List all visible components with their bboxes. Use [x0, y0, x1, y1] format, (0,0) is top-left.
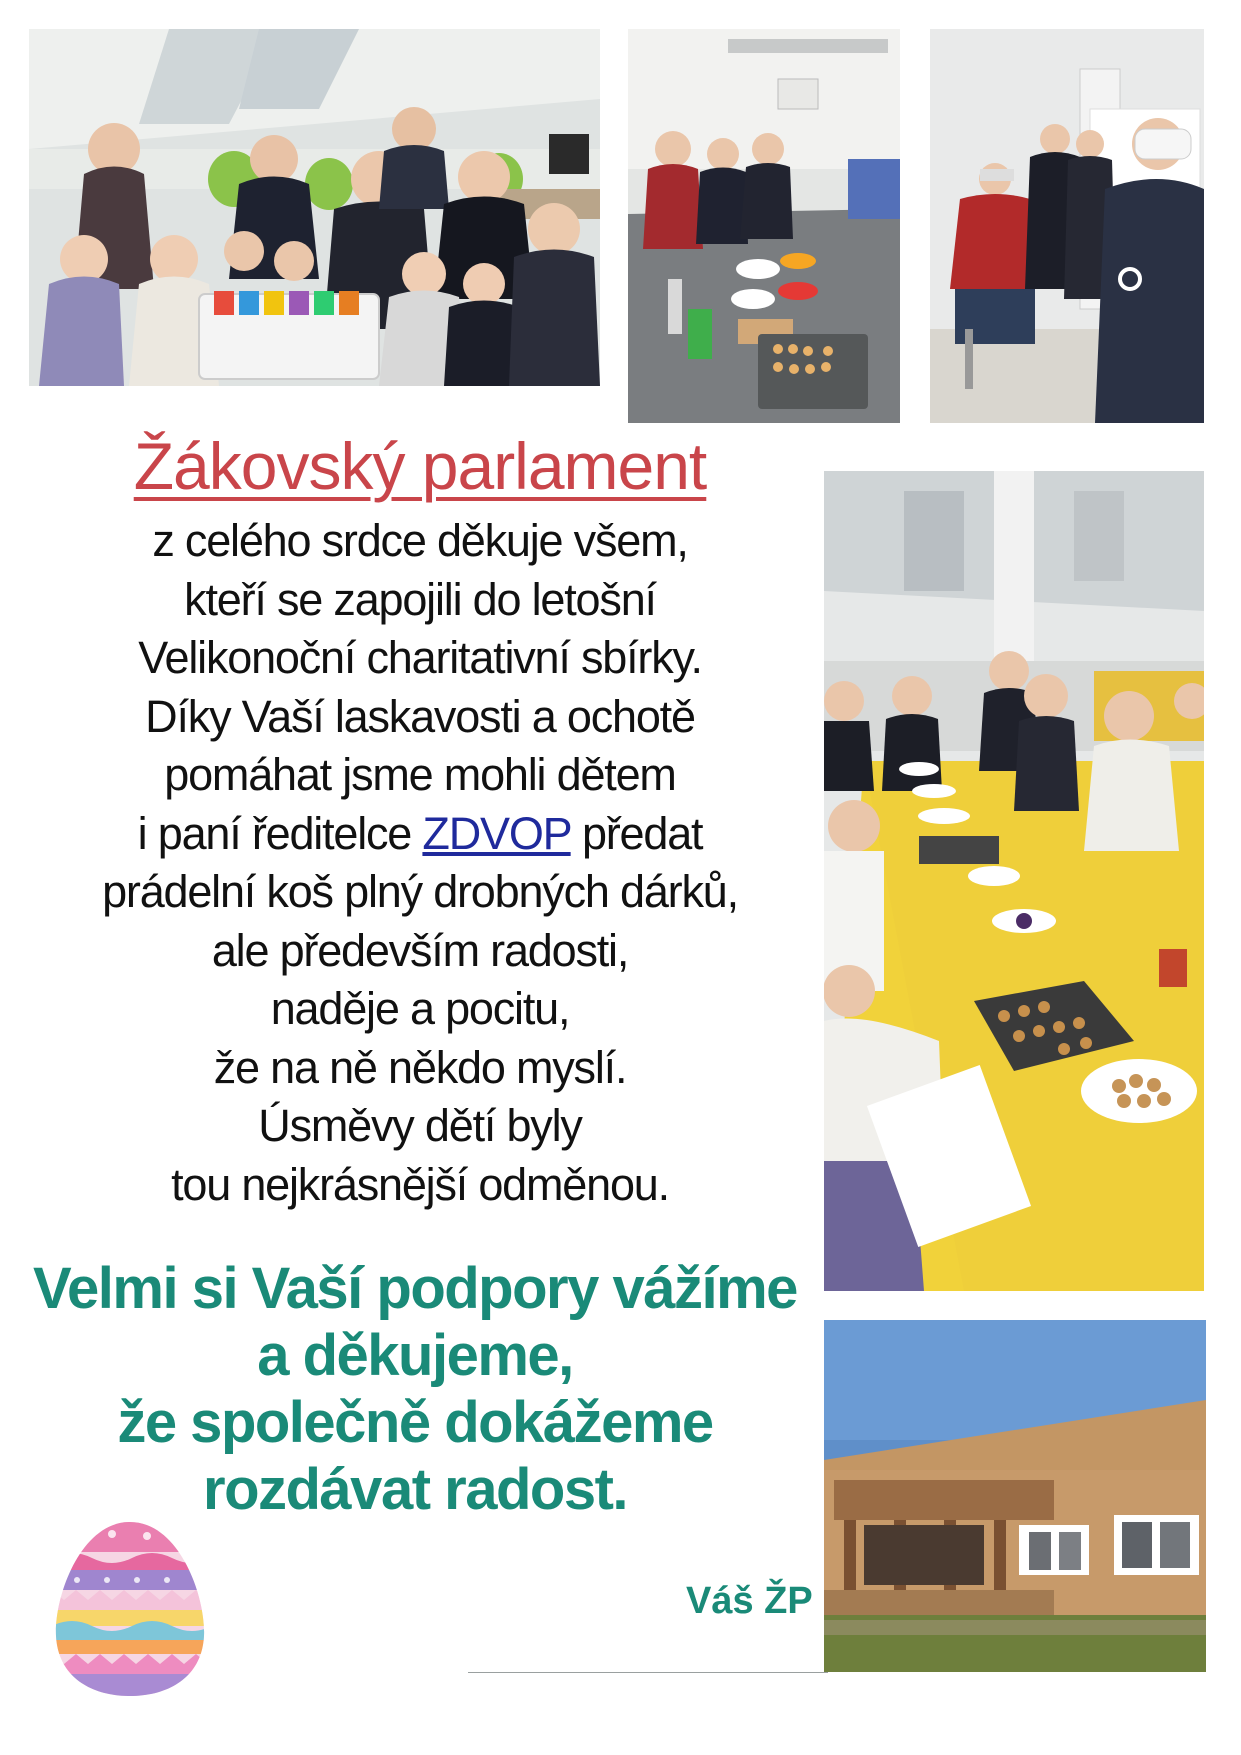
- message-line: tou nejkrásnější odměnou.: [171, 1158, 669, 1210]
- message-line: Díky Vaší laskavosti a ochotě: [145, 690, 695, 742]
- signature: Váš ŽP: [686, 1580, 813, 1622]
- zdvop-link[interactable]: ZDVOP: [422, 807, 571, 859]
- message-line: naděje a pocitu,: [270, 983, 570, 1034]
- message-line: pomáhat jsme mohli dětem: [164, 749, 676, 800]
- message-line: [20, 805, 820, 864]
- easter-egg-icon: [52, 1518, 208, 1700]
- photo-kitchen-cooking: [628, 29, 900, 423]
- page-title: Žákovský parlament: [133, 429, 707, 503]
- appreciation-line: že společně dokážeme: [117, 1390, 713, 1455]
- photo-table-snacks: [824, 471, 1204, 1291]
- message-line: kteří se zapojili do letošní: [184, 573, 656, 625]
- appreciation-line: a děkujeme,: [257, 1323, 573, 1388]
- message-line: Velikonoční charitativní sbírky.: [138, 632, 702, 683]
- appreciation-message: [10, 1255, 820, 1523]
- message-text: předat: [570, 807, 703, 859]
- message-line: z celého srdce děkuje všem,: [152, 515, 688, 566]
- message-line: Úsměvy dětí byly: [258, 1100, 582, 1151]
- message-text: i paní ředitelce: [137, 807, 423, 859]
- message-line: prádelní koš plný drobných dárků,: [102, 866, 738, 917]
- photo-children-group: [29, 29, 600, 386]
- photo-building: [824, 1320, 1206, 1672]
- appreciation-line: rozdávat radost.: [203, 1457, 627, 1522]
- photo-vr-headset: [930, 29, 1204, 423]
- appreciation-line: Velmi si Vaší podpory vážíme: [33, 1256, 797, 1321]
- thank-you-message: [20, 512, 820, 1214]
- message-line: že na ně někdo myslí.: [213, 1041, 627, 1093]
- divider: [468, 1672, 828, 1673]
- message-line: ale především radosti,: [211, 924, 629, 976]
